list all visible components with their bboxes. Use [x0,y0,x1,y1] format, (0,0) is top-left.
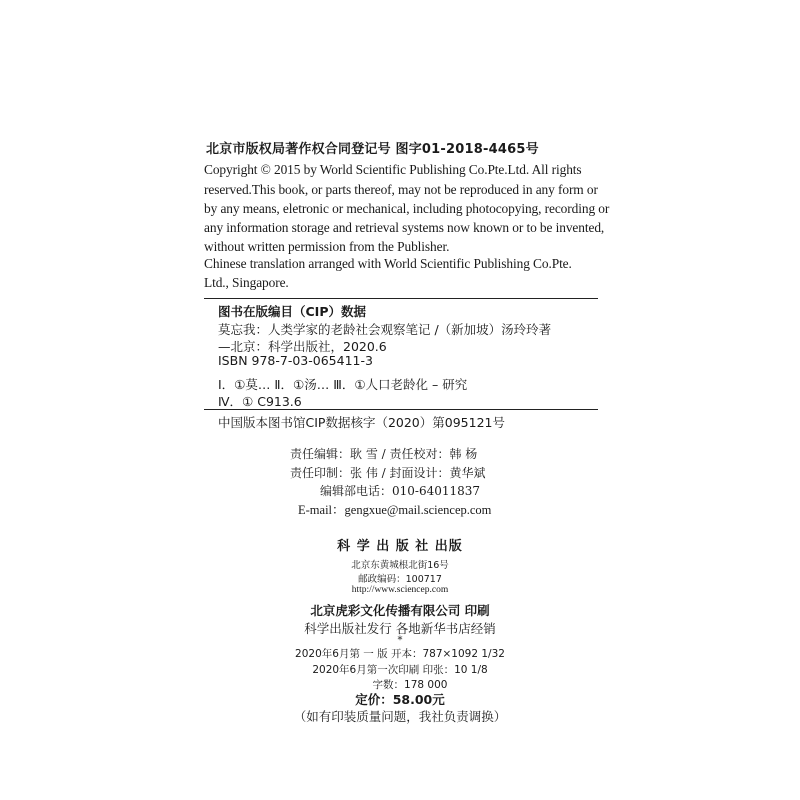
editorial-email: E-mail：gengxue@mail.sciencep.com [298,503,492,517]
copyright-line: Ltd., Singapore. [204,275,289,290]
copyright-line: without written permission from the Publisher. [204,239,450,254]
cip-classification: Ⅰ．①莫… Ⅱ．①汤… Ⅲ．①人口老龄化 – 研究 [218,377,468,392]
cip-classification: Ⅳ．① C913.6 [218,394,302,409]
editorial-phone: 编辑部电话：010-64011837 [320,484,481,498]
copyright-line: by any means, eletronic or mechanical, including photocopying, recording or [204,201,610,216]
production-line: 责任印制：张 伟 / 封面设计：黄华斌 [290,466,486,480]
publisher-address: 北京东黄城根北街16号 [351,560,449,571]
copyright-line: Chinese translation arranged with World Scientific Publishing Co.Pte. [204,256,572,271]
price: 定价：58.00元 [355,692,445,707]
word-count: 字数：178 000 [372,679,448,691]
printer-line: 北京虎彩文化传播有限公司 印刷 [310,603,490,618]
publisher-postcode: 邮政编码：100717 [358,574,442,585]
separator-star: * [397,635,403,646]
printing-line: 2020年6月第一次印刷 印张：10 1/8 [312,664,488,676]
divider [204,298,598,299]
copyright-line: any information storage and retrieval systems now known or to be invented, [204,220,605,235]
copyright-line: reserved.This book, or parts thereof, may not be reproduced in any form or [204,182,598,197]
cip-publisher-line: —北京：科学出版社，2020.6 [218,339,387,354]
publisher-name: 科 学 出 版 社 出版 [337,539,463,554]
cip-heading: 图书在版编目（CIP）数据 [218,304,366,319]
distribution-line: 科学出版社发行 各地新华书店经销 [304,621,496,636]
edition-line: 2020年6月第 一 版 开本：787×1092 1/32 [295,648,505,660]
cip-title-line: 莫忘我：人类学家的老龄社会观察笔记 /（新加坡）汤玲玲著 [218,322,552,337]
cip-library-record: 中国版本图书馆CIP数据核字（2020）第095121号 [218,415,505,430]
editors-line: 责任编辑：耿 雪 / 责任校对：韩 杨 [290,447,478,461]
cip-isbn: ISBN 978-7-03-065411-3 [218,353,373,368]
copyright-line: Copyright © 2015 by World Scientific Publishing Co.Pte.Ltd. All rights [204,162,582,177]
contract-registration-number: 北京市版权局著作权合同登记号 图字01-2018-4465号 [206,142,539,157]
publisher-website: http://www.sciencep.com [351,585,449,595]
divider [204,409,598,410]
quality-note: （如有印装质量问题，我社负责调换） [293,709,507,724]
